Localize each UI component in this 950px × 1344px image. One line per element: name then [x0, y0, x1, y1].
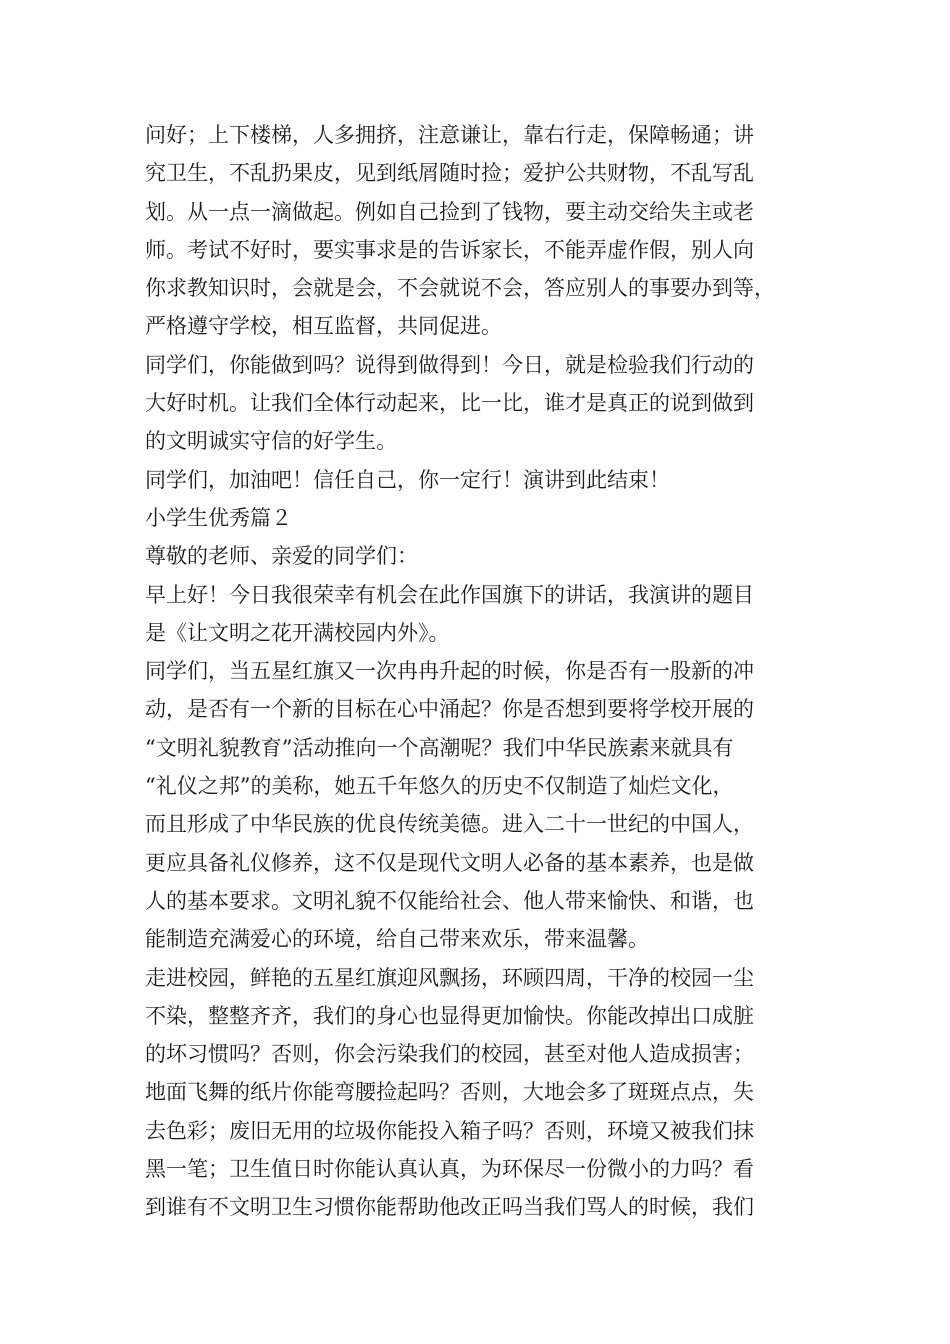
text-line: 走进校园，鲜艳的五星红旗迎风飘扬，环顾四周，干净的校园一尘 — [145, 965, 754, 990]
text-line: 同学们，你能做到吗？说得到做得到！今日，就是检验我们行动的 — [145, 352, 754, 377]
text-line: 大好时机。让我们全体行动起来，比一比，谁才是真正的说到做到 — [145, 391, 754, 416]
text-line: 划。从一点一滴做起。例如自己捡到了钱物，要主动交给失主或老 — [145, 199, 754, 224]
text-line: 而且形成了中华民族的优良传统美德。进入二十一世纪的中国人， — [145, 812, 754, 837]
text-line: 黑一笔；卫生值日时你能认真认真，为环保尽一份微小的力吗？看 — [145, 1157, 754, 1182]
text-line: 到谁有不文明卫生习惯你能帮助他改正吗当我们骂人的时候，我们 — [145, 1195, 754, 1220]
text-line: 问好；上下楼梯，人多拥挤，注意谦让，靠右行走，保障畅通；讲 — [145, 123, 754, 147]
text-line: 早上好！今日我很荣幸有机会在此作国旗下的讲话，我演讲的题目 — [145, 582, 754, 607]
document-body — [145, 116, 825, 1227]
text-line: 严格遵守学校，相互监督，共同促进。 — [145, 314, 502, 339]
text-line: 的文明诚实守信的好学生。 — [145, 429, 397, 454]
text-line: “文明礼貌教育”活动推向一个高潮呢？我们中华民族素来就具有 — [145, 735, 734, 760]
text-line: “礼仪之邦”的美称，她五千年悠久的历史不仅制造了灿烂文化， — [145, 774, 734, 799]
text-line: 师。考试不好时，要实事求是的告诉家长，不能弄虚作假，别人向 — [145, 237, 754, 262]
text-line: 是《让文明之花开满校园内外》。 — [145, 620, 450, 645]
text-line: 去色彩；废旧无用的垃圾你能投入箱子吗？否则，环境又被我们抹 — [145, 1118, 754, 1143]
text-line: 同学们，当五星红旗又一次冉冉升起的时候，你是否有一股新的冲 — [145, 659, 754, 684]
text-line: 动，是否有一个新的目标在心中涌起？你是否想到要将学校开展的 — [145, 697, 754, 722]
salutation: 尊敬的老师、亲爱的同学们： — [145, 544, 418, 569]
text-line: 更应具备礼仪修养，这不仅是现代文明人必备的基本素养，也是做 — [145, 850, 754, 875]
text-line: 不染，整整齐齐，我们的身心也显得更加愉快。你能改掉出口成脏 — [145, 1003, 754, 1028]
text-line: 地面飞舞的纸片你能弯腰捡起吗？否则，大地会多了斑斑点点，失 — [145, 1080, 754, 1105]
text-line: 究卫生，不乱扔果皮，见到纸屑随时捡；爱护公共财物，不乱写乱 — [145, 161, 754, 186]
text-line: 同学们，加油吧！信任自己，你一定行！演讲到此结束！ — [145, 467, 670, 492]
text-line: 的坏习惯吗？否则，你会污染我们的校园，甚至对他人造成损害； — [145, 1042, 754, 1067]
section-heading: 小学生优秀篇２ — [145, 505, 292, 530]
text-line: 能制造充满爱心的环境，给自己带来欢乐，带来温馨。 — [145, 927, 649, 952]
text-line: 你求教知识时，会就是会，不会就说不会，答应别人的事要办到等， — [145, 276, 775, 301]
text-line: 人的基本要求。文明礼貌不仅能给社会、他人带来愉快、和谐，也 — [145, 888, 754, 913]
